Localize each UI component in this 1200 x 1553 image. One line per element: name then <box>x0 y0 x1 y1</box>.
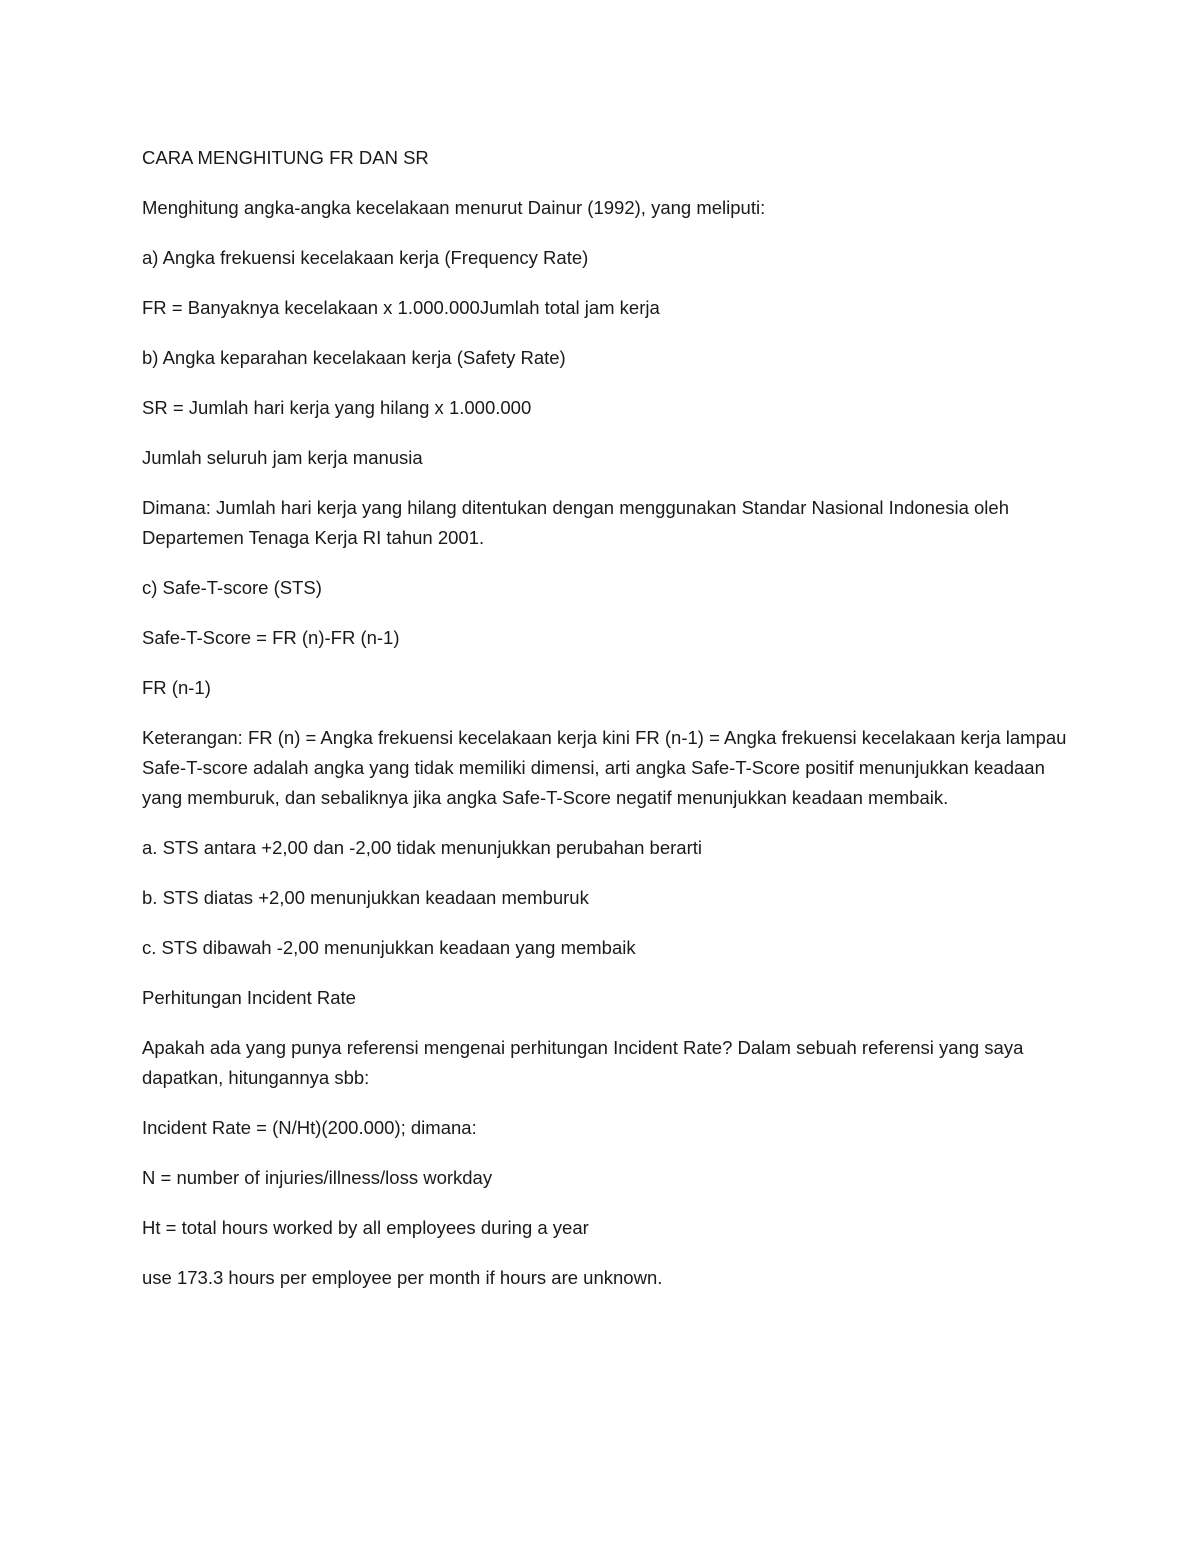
keterangan-paragraph: Keterangan: FR (n) = Angka frekuensi kecelakaan kerja kini FR (n-1) = Angka frekuensi kecelakaan kerja lampau Safe-T-score adalah angka yang tidak memiliki dimensi, arti angka Safe-T-Score positif menunjukkan keadaan yang memburuk, dan sebaliknya jika angka Safe-T-Score negatif menunjukkan keadaan membaik. <box>142 727 1067 808</box>
sts-denominator: FR (n-1) <box>142 677 211 698</box>
dimana-paragraph: Dimana: Jumlah hari kerja yang hilang ditentukan dengan menggunakan Standar Nasional Indonesia oleh Departemen Tenaga Kerja RI tahun 2001. <box>142 497 1009 548</box>
incident-rate-heading: Perhitungan Incident Rate <box>142 987 356 1008</box>
safety-rate-formula: SR = Jumlah hari kerja yang hilang x 1.000.000 <box>142 397 532 418</box>
frequency-rate-formula: FR = Banyaknya kecelakaan x 1.000.000Jumlah total jam kerja <box>142 297 660 318</box>
frequency-rate-heading: a) Angka frekuensi kecelakaan kerja (Frequency Rate) <box>142 247 589 268</box>
sts-heading: c) Safe-T-score (STS) <box>142 577 322 598</box>
safety-rate-heading: b) Angka keparahan kecelakaan kerja (Safety Rate) <box>142 347 566 368</box>
safety-rate-denominator: Jumlah seluruh jam kerja manusia <box>142 447 423 468</box>
sts-item-a: a. STS antara +2,00 dan -2,00 tidak menunjukkan perubahan berarti <box>142 837 702 858</box>
incident-rate-n-definition: N = number of injuries/illness/loss workday <box>142 1167 493 1188</box>
incident-rate-question: Apakah ada yang punya referensi mengenai perhitungan Incident Rate? Dalam sebuah referensi yang saya dapatkan, hitungannya sbb: <box>142 1037 1024 1088</box>
document-title: CARA MENGHITUNG FR DAN SR <box>142 147 429 168</box>
incident-rate-formula: Incident Rate = (N/Ht)(200.000); dimana: <box>142 1117 477 1138</box>
sts-formula: Safe-T-Score = FR (n)-FR (n-1) <box>142 627 400 648</box>
incident-rate-ht-definition: Ht = total hours worked by all employees during a year <box>142 1217 589 1238</box>
sts-item-c: c. STS dibawah -2,00 menunjukkan keadaan yang membaik <box>142 937 636 958</box>
intro-paragraph: Menghitung angka-angka kecelakaan menurut Dainur (1992), yang meliputi: <box>142 197 766 218</box>
incident-rate-note: use 173.3 hours per employee per month if hours are unknown. <box>142 1267 663 1288</box>
document-body <box>142 143 1072 1313</box>
sts-item-b: b. STS diatas +2,00 menunjukkan keadaan memburuk <box>142 887 589 908</box>
